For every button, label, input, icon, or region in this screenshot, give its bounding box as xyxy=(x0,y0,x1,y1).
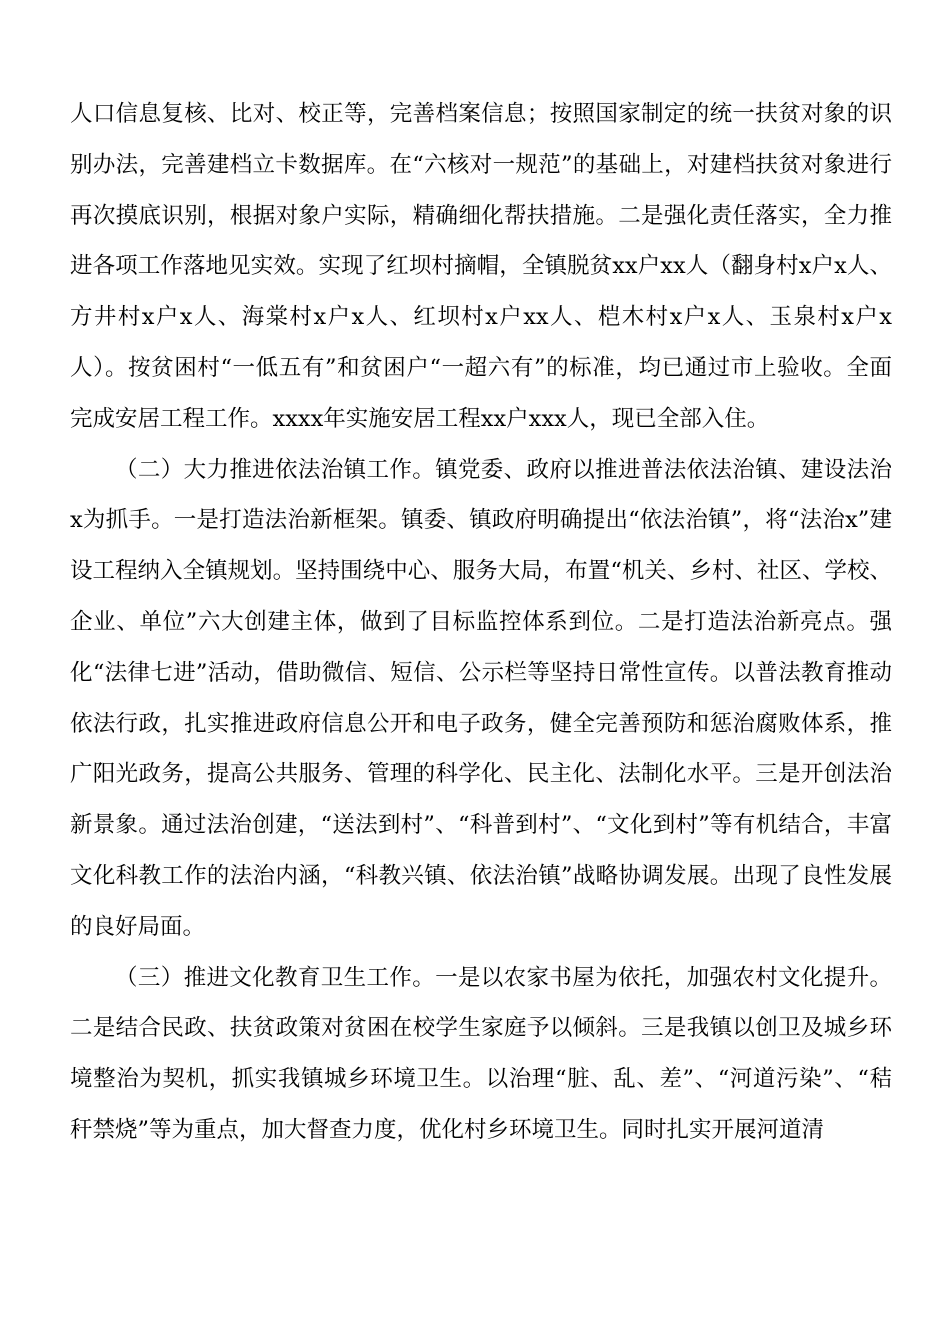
document-page xyxy=(70,89,892,1156)
paragraph-poverty-alleviation: 人口信息复核、比对、校正等，完善档案信息；按照国家制定的统一扶贫对象的识别办法，完善建档立卡数据库。在“六核对一规范”的基础上，对建档扶贫对象进行再次摸底识别，根据对象户实际，精确细化帮扶措施。二是强化责任落实，全力推进各项工作落地见实效。实现了红坝村摘帽，全镇脱贫xx户xx人（翻身村x户x人、方井村x户x人、海棠村x户x人、红坝村x户xx人、桤木村x户x人、玉泉村x户x人）。按贫困村“一低五有”和贫困户“一超六有”的标准，均已通过市上验收。全面完成安居工程工作。xxxx年实施安居工程xx户xxx人，现已全部入住。 xyxy=(70,101,892,432)
paragraph-culture-education-health: （三）推进文化教育卫生工作。一是以农家书屋为依托，加强农村文化提升。二是结合民政、扶贫政策对贫困在校学生家庭予以倾斜。三是我镇以创卫及城乡环境整治为契机，抓实我镇城乡环境卫生。以治理“脏、乱、差”、“河道污染”、“秸秆禁烧”等为重点，加大督查力度，优化村乡环境卫生。同时扎实开展河道清 xyxy=(70,964,892,1143)
paragraph-rule-of-law: （二）大力推进依法治镇工作。镇党委、政府以推进普法依法治镇、建设法治x为抓手。一是打造法治新框架。镇委、镇政府明确提出“依法治镇”，将“法治x”建设工程纳入全镇规划。坚持围绕中心、服务大局，布置“机关、乡村、社区、学校、企业、单位”六大创建主体，做到了目标监控体系到位。二是打造法治新亮点。强化“法律七进”活动，借助微信、短信、公示栏等坚持日常性宣传。以普法教育推动依法行政，扎实推进政府信息公开和电子政务，健全完善预防和惩治腐败体系，推广阳光政务，提高公共服务、管理的科学化、民主化、法制化水平。三是开创法治新景象。通过法治创建，“送法到村”、“科普到村”、“文化到村”等有机结合，丰富文化科教工作的法治内涵，“科教兴镇、依法治镇”战略协调发展。出现了良性发展的良好局面。 xyxy=(70,456,892,940)
